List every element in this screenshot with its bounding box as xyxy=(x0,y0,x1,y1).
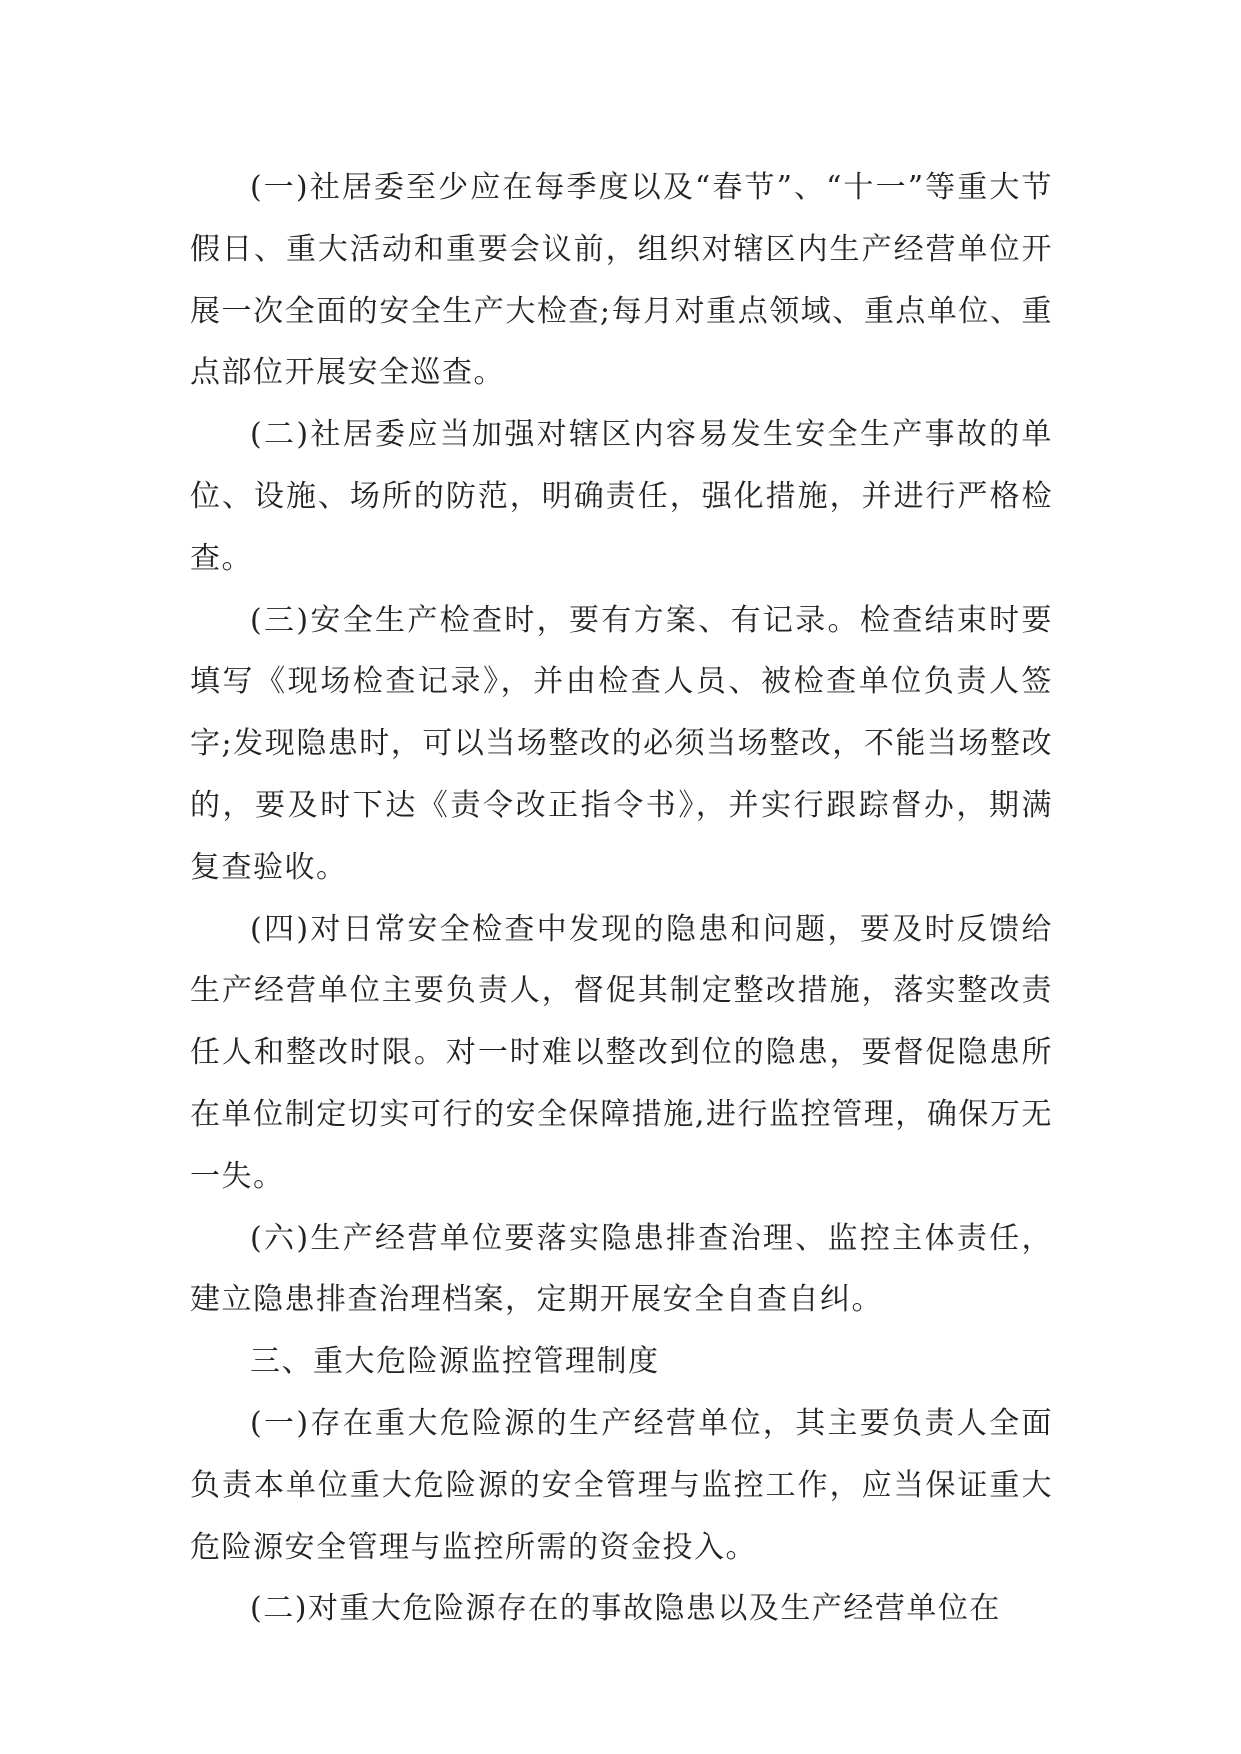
paragraph-6: (一)存在重大危险源的生产经营单位，其主要负责人全面负责本单位重大危险源的安全管理与监控工作，应当保证重大危险源安全管理与监控所需的资金投入。 xyxy=(190,1405,1053,1565)
section-heading: 三、重大危险源监控管理制度 xyxy=(250,1344,660,1380)
paragraph-7: (二)对重大危险源存在的事故隐患以及生产经营单位在 xyxy=(250,1591,1001,1627)
paragraph-3: (三)安全生产检查时，要有方案、有记录。检查结束时要填写《现场检查记录》，并由检查人员、被检查单位负责人签字;发现隐患时，可以当场整改的必须当场整改，不能当场整改的，要及时下达《责令改正指令书》，并实行跟踪督办，期满复查验收。 xyxy=(190,602,1053,885)
paragraph-2: (二)社居委应当加强对辖区内容易发生安全生产事故的单位、设施、场所的防范，明确责任，强化措施，并进行严格检查。 xyxy=(190,417,1053,576)
paragraph-1: (一)社居委至少应在每季度以及“春节”、“十一”等重大节假日、重大活动和重要会议前，组织对辖区内生产经营单位开展一次全面的安全生产大检查;每月对重点领域、重点单位、重点部位开展安全巡查。 xyxy=(190,170,1053,391)
paragraph-4: (四)对日常安全检查中发现的隐患和问题，要及时反馈给生产经营单位主要负责人，督促其制定整改措施，落实整改责任人和整改时限。对一时难以整改到位的隐患，要督促隐患所在单位制定切实可行的安全保障措施,进行监控管理，确保万无一失。 xyxy=(190,911,1053,1194)
body-text xyxy=(190,157,1053,1640)
paragraph-5: (六)生产经营单位要落实隐患排查治理、监控主体责任，建立隐患排查治理档案，定期开展安全自查自纠。 xyxy=(190,1220,1053,1318)
